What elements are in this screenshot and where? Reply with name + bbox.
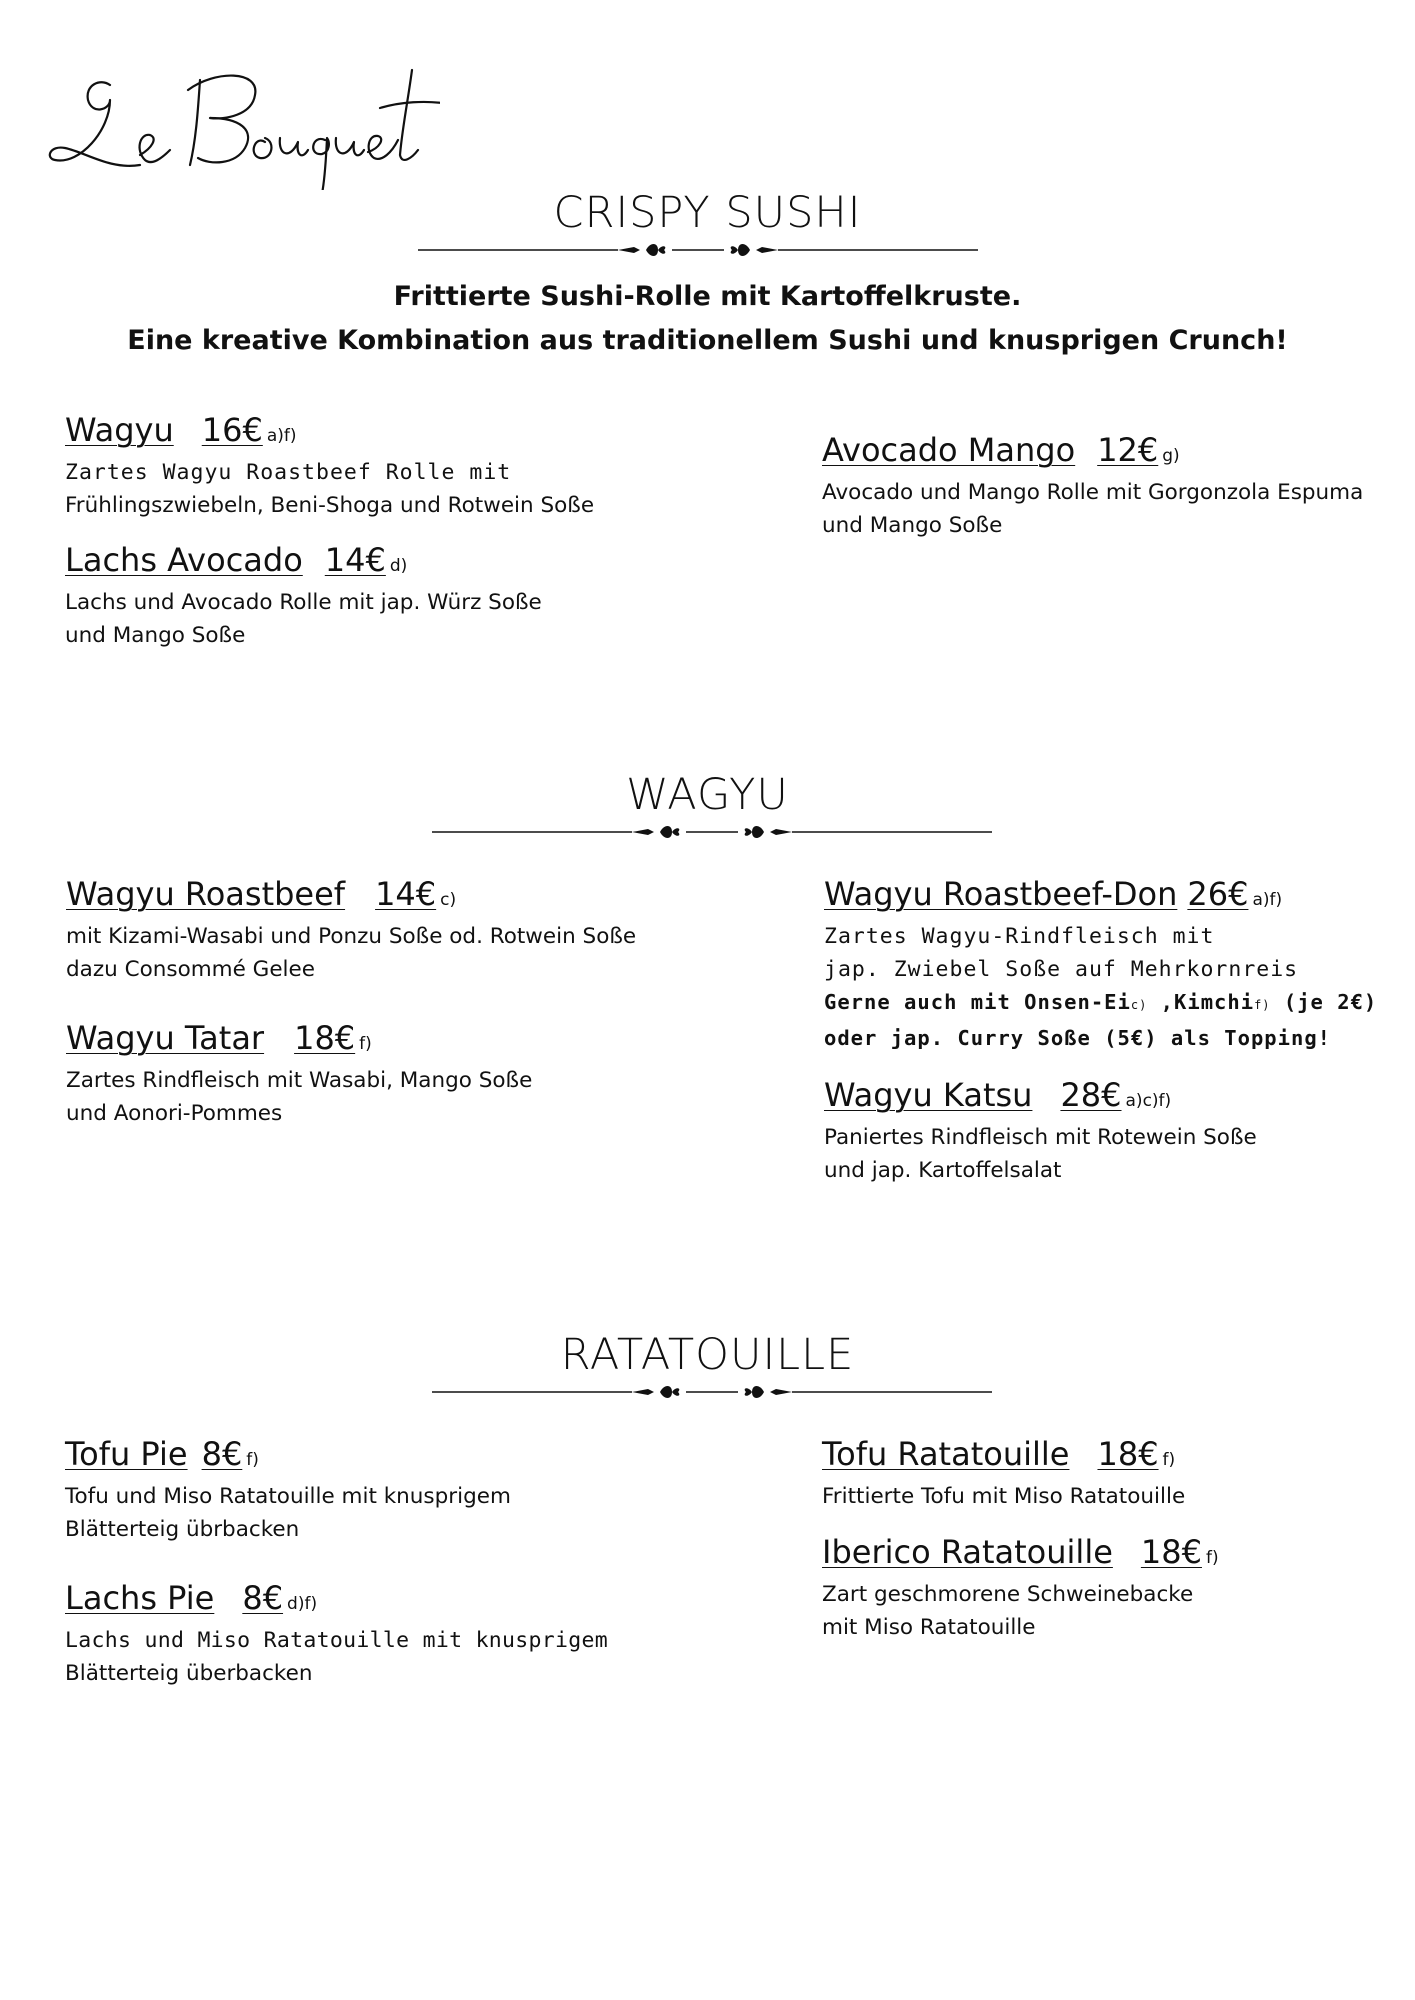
item-title: [66, 1018, 532, 1064]
item-title: [822, 1532, 1219, 1578]
intro-line: Eine kreative Kombination aus traditionellem Sushi und knusprigen Crunch!: [127, 325, 1288, 356]
item-price: 8€: [242, 1579, 284, 1617]
item-title: [824, 874, 1377, 920]
item-description: und Mango Soße: [822, 513, 1003, 538]
item-description: Paniertes Rindfleisch mit Rotewein Soße: [824, 1125, 1257, 1150]
item-title: [824, 1075, 1257, 1121]
item-description: dazu Consommé Gelee: [66, 957, 315, 982]
item-description: Lachs und Miso Ratatouille mit knusprigem: [65, 1628, 609, 1653]
item-allergens: f): [246, 1450, 259, 1470]
topping-note: oder jap. Curry Soße (5€) als Topping!: [824, 1026, 1331, 1050]
topping-text: Gerne auch mit Onsen-Ei: [824, 990, 1131, 1014]
item-title: [65, 410, 594, 456]
item-description: Frittierte Tofu mit Miso Ratatouille: [822, 1484, 1186, 1509]
section-title-ratatouille: RATATOUILLE: [560, 1330, 855, 1380]
item-name: Wagyu Roastbeef-Don: [824, 875, 1178, 913]
item-allergens: a)f): [1252, 890, 1283, 910]
menu-item-lachs-avocado: [65, 540, 542, 652]
item-price: 8€: [201, 1435, 243, 1473]
item-description: mit Kizami-Wasabi und Ponzu Soße od. Rotwein Soße: [66, 924, 637, 949]
topping-note: [824, 986, 1377, 1022]
item-title: [65, 1578, 608, 1624]
crispy-sushi-intro: [0, 275, 1415, 363]
menu-item-wagyu-roastbeef-don: [824, 874, 1377, 1055]
item-name: Lachs Pie: [65, 1579, 215, 1617]
item-name: Iberico Ratatouille: [822, 1533, 1113, 1571]
item-name: Wagyu: [65, 411, 174, 449]
menu-item-wagyu-roastbeef: [66, 874, 636, 986]
item-description: Zartes Rindfleisch mit Wasabi, Mango Soße: [66, 1068, 533, 1093]
item-price: 26€: [1187, 875, 1249, 913]
item-allergens: c): [440, 890, 457, 910]
item-allergens: f): [1205, 1548, 1219, 1568]
menu-item-lachs-pie: [65, 1578, 608, 1690]
item-name: Wagyu Tatar: [66, 1019, 265, 1057]
item-price: 14€: [324, 541, 386, 579]
item-description: Blätterteig überbacken: [65, 1661, 313, 1686]
allergen-note: f): [1254, 998, 1271, 1012]
ornament-divider: [432, 1380, 992, 1404]
allergen-note: c): [1130, 998, 1148, 1012]
item-name: Wagyu Katsu: [824, 1076, 1033, 1114]
le-bouquet-logo: [40, 30, 440, 190]
topping-text: (je 2€): [1270, 990, 1378, 1014]
item-description: Avocado und Mango Rolle mit Gorgonzola Espuma: [822, 480, 1364, 505]
item-price: 12€: [1097, 431, 1159, 469]
item-description: Tofu und Miso Ratatouille mit knusprigem: [65, 1484, 511, 1509]
item-name: Wagyu Roastbeef: [66, 875, 346, 913]
menu-item-avocado-mango: [822, 430, 1363, 542]
item-allergens: f): [359, 1034, 372, 1054]
item-name: Lachs Avocado: [65, 541, 303, 579]
section-title-wagyu: WAGYU: [626, 770, 789, 820]
item-allergens: f): [1162, 1450, 1176, 1470]
item-description: mit Miso Ratatouille: [822, 1615, 1036, 1640]
item-allergens: g): [1162, 446, 1180, 466]
item-price: 18€: [1140, 1533, 1202, 1571]
item-description: und jap. Kartoffelsalat: [824, 1158, 1062, 1183]
item-title: [65, 540, 542, 586]
item-description: Zartes Wagyu Roastbeef Rolle mit: [65, 460, 512, 485]
item-description: Lachs und Avocado Rolle mit jap. Würz Soße: [65, 590, 542, 615]
item-allergens: d): [389, 556, 408, 576]
item-description: Blätterteig übrbacken: [65, 1517, 300, 1542]
item-description: Frühlingszwiebeln, Beni-Shoga und Rotwein Soße: [65, 493, 595, 518]
item-price: 14€: [375, 875, 437, 913]
menu-item-iberico-ratatouille: [822, 1532, 1219, 1644]
item-price: 18€: [1097, 1435, 1159, 1473]
menu-item-wagyu-katsu: [824, 1075, 1257, 1187]
item-description: Zartes Wagyu-Rindfleisch mit: [824, 924, 1215, 949]
item-price: 18€: [294, 1019, 356, 1057]
ornament-divider: [418, 238, 978, 262]
section-title-crispy-sushi: CRISPY SUSHI: [553, 188, 862, 238]
menu-item-wagyu-sushi: [65, 410, 594, 522]
item-title: [822, 430, 1363, 476]
item-name: Tofu Pie: [65, 1435, 188, 1473]
item-price: 28€: [1060, 1076, 1122, 1114]
item-name: Avocado Mango: [822, 431, 1076, 469]
item-allergens: a)f): [266, 426, 297, 446]
item-description: jap. Zwiebel Soße auf Mehrkornreis: [824, 957, 1299, 982]
intro-line: Frittierte Sushi-Rolle mit Kartoffelkruste.: [393, 281, 1022, 312]
item-allergens: d)f): [287, 1594, 318, 1614]
item-name: Tofu Ratatouille: [822, 1435, 1070, 1473]
topping-text: ,Kimchi: [1147, 990, 1255, 1014]
menu-item-wagyu-tatar: [66, 1018, 532, 1130]
item-allergens: a)c)f): [1125, 1091, 1172, 1111]
ornament-divider: [432, 820, 992, 844]
menu-item-tofu-pie: [65, 1434, 511, 1546]
item-price: 16€: [201, 411, 263, 449]
item-description: Zart geschmorene Schweinebacke: [822, 1582, 1194, 1607]
item-description: und Aonori-Pommes: [66, 1101, 283, 1126]
menu-item-tofu-ratatouille: [822, 1434, 1185, 1513]
item-title: [822, 1434, 1185, 1480]
item-description: und Mango Soße: [65, 623, 246, 648]
item-title: [66, 874, 636, 920]
item-title: [65, 1434, 511, 1480]
